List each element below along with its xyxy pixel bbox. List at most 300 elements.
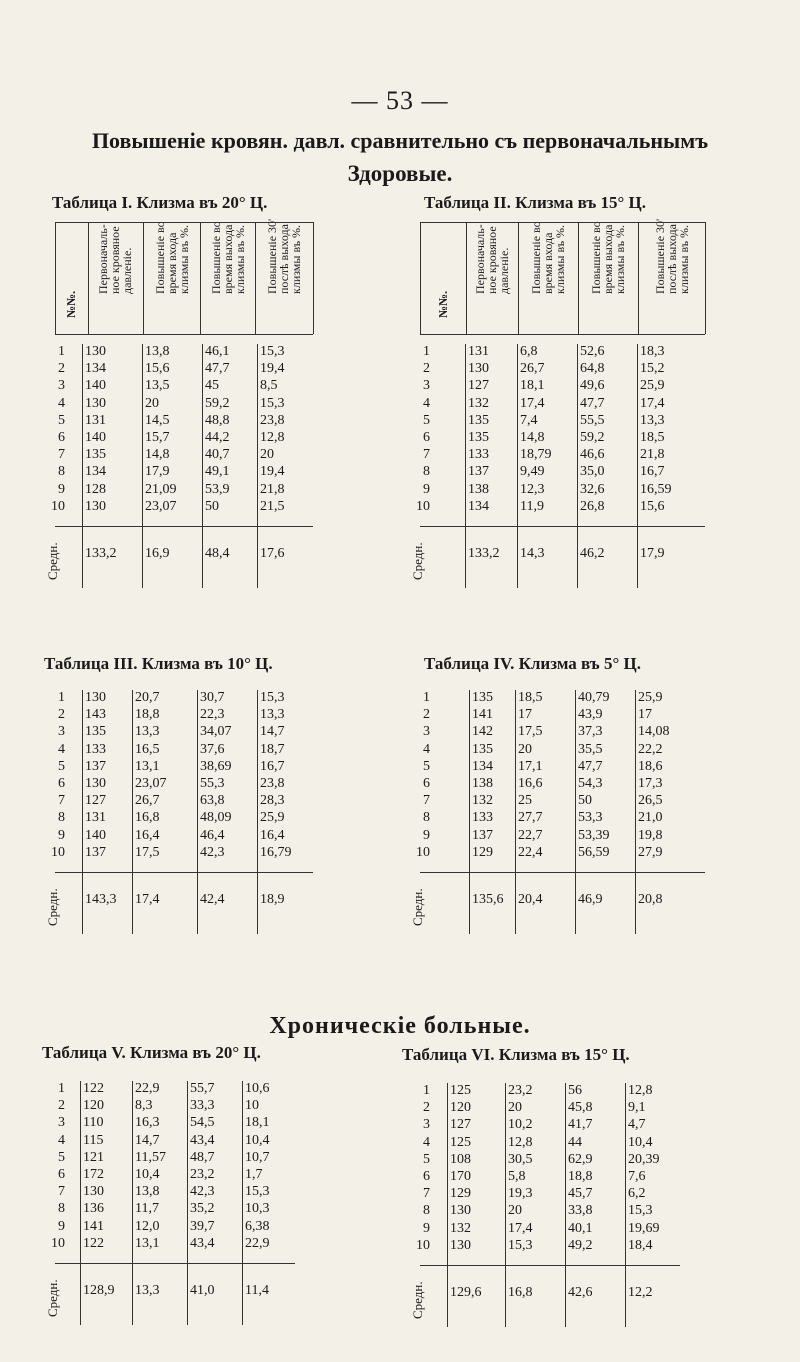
table-2-title: Таблица II. Клизма въ 15° Ц. (424, 193, 647, 212)
average-value: 41,0 (190, 1283, 215, 1298)
value-cell: 133 (468, 447, 489, 463)
row-number: 9 (423, 827, 430, 843)
header-cell-c3 (578, 222, 639, 334)
table-row (55, 1150, 355, 1167)
header-line: давленіе. (120, 247, 134, 294)
value-cell: 15,3 (260, 395, 285, 411)
row-number: 5 (58, 758, 65, 774)
average-label: Средн. (410, 888, 425, 926)
value-cell: 13,8 (145, 344, 170, 359)
value-cell: 17,4 (640, 395, 665, 411)
value-cell: 15,3 (245, 1184, 270, 1200)
value-cell: 134 (472, 758, 493, 774)
value-cell: 45 (205, 378, 219, 394)
value-cell: 18,8 (568, 1169, 593, 1184)
row-number: 1 (423, 344, 430, 359)
value-cell: 59,2 (580, 430, 605, 445)
page-number: — 53 — (351, 86, 449, 115)
value-cell: 13,1 (135, 1235, 160, 1251)
table-row (51, 498, 355, 516)
row-number: 8 (58, 464, 65, 480)
value-cell: 143 (85, 707, 106, 723)
row-number: 1 (58, 690, 65, 705)
value-cell: 18,7 (260, 741, 285, 757)
header-line: клизмы въ %. (676, 224, 691, 294)
value-cell: 130 (450, 1237, 471, 1253)
table-row (420, 776, 720, 793)
header-line: клизмы въ %. (553, 224, 567, 294)
value-cell: 172 (83, 1167, 104, 1182)
value-cell: 127 (85, 793, 106, 809)
value-cell: 12,8 (628, 1083, 653, 1098)
header-line: клизмы въ %. (176, 224, 191, 294)
value-cell: 25,9 (638, 690, 663, 705)
value-cell: 23,8 (260, 776, 285, 791)
value-cell: 40,1 (568, 1220, 593, 1236)
value-cell: 45,8 (568, 1100, 593, 1116)
row-number: 8 (58, 810, 65, 826)
row-number: 10 (51, 498, 65, 514)
average-value: 48,4 (205, 546, 230, 561)
header-line: Повышеніе во (529, 221, 543, 294)
average-value: 16,8 (508, 1285, 533, 1300)
table-row (420, 707, 720, 724)
table-row (420, 430, 720, 447)
row-number: 6 (58, 1167, 65, 1182)
value-cell: 18,8 (135, 707, 160, 723)
value-cell: 30,7 (200, 690, 225, 705)
average-top-line (420, 1265, 680, 1266)
table-row (420, 1186, 720, 1203)
table-row (55, 1081, 355, 1098)
average-value: 133,2 (85, 546, 117, 561)
value-cell: 23,07 (145, 498, 177, 514)
table-row (420, 464, 720, 481)
average-value: 11,4 (245, 1283, 269, 1298)
header-top-line (420, 222, 705, 223)
header-cell-c4 (638, 218, 706, 334)
value-cell: 22,4 (518, 844, 543, 860)
value-cell: 22,7 (518, 827, 543, 843)
value-cell: 10,4 (135, 1167, 160, 1182)
value-cell: 10,3 (245, 1201, 270, 1217)
value-cell: 130 (85, 344, 106, 359)
value-cell: 17 (518, 707, 532, 723)
value-cell: 132 (468, 395, 489, 411)
value-cell: 125 (450, 1134, 471, 1150)
value-cell: 16,6 (518, 776, 543, 791)
row-number: 8 (423, 810, 430, 826)
value-cell: 122 (83, 1235, 104, 1251)
value-cell: 53,9 (205, 481, 230, 497)
value-cell: 15,7 (145, 430, 170, 445)
value-cell: 16,8 (135, 810, 160, 826)
table-row (51, 1235, 355, 1253)
value-cell: 22,9 (135, 1081, 160, 1096)
header-line: Первоначаль- (96, 224, 110, 294)
value-cell: 16,7 (260, 758, 285, 774)
value-cell: 13,3 (640, 412, 665, 428)
table-row (420, 447, 720, 464)
value-cell: 141 (83, 1218, 104, 1234)
header-line: Первоначаль- (472, 224, 487, 294)
value-cell: 14,7 (260, 724, 285, 740)
average-top-line (55, 1263, 295, 1264)
value-cell: 17,9 (145, 464, 170, 480)
value-cell: 33,3 (190, 1098, 215, 1114)
row-number: 7 (58, 793, 65, 809)
value-cell: 16,4 (135, 827, 160, 843)
value-cell: 20 (518, 741, 532, 757)
value-cell: 17,4 (508, 1220, 533, 1236)
value-cell: 15,6 (145, 361, 170, 377)
value-cell: 25 (518, 793, 532, 809)
value-cell: 11,7 (135, 1201, 159, 1217)
row-number: 4 (58, 741, 65, 757)
value-cell: 12,3 (520, 481, 545, 497)
row-number: 4 (58, 1132, 65, 1148)
value-cell: 1,7 (245, 1167, 263, 1182)
value-cell: 26,8 (580, 498, 605, 514)
value-cell: 16,4 (260, 827, 285, 843)
value-cell: 140 (85, 378, 106, 394)
value-cell: 138 (472, 776, 493, 791)
value-cell: 32,6 (580, 481, 605, 497)
average-label: Средн. (45, 542, 60, 580)
table-row (55, 464, 355, 481)
value-cell: 13,1 (135, 758, 160, 774)
header-text-num: №№. (64, 290, 78, 318)
table-row (420, 344, 720, 361)
value-cell: 13,3 (260, 707, 285, 723)
value-cell: 17,5 (518, 724, 543, 740)
value-cell: 130 (83, 1184, 104, 1200)
row-number: 8 (423, 1203, 430, 1219)
average-value: 46,2 (580, 546, 605, 561)
header-bottom-line (55, 334, 313, 335)
table-row (420, 724, 720, 741)
row-number: 9 (58, 481, 65, 497)
value-cell: 38,69 (200, 758, 232, 774)
header-cell-num (420, 222, 467, 334)
value-cell: 49,1 (205, 464, 230, 480)
value-cell: 14,7 (135, 1132, 160, 1148)
value-cell: 47,7 (578, 758, 603, 774)
header-line: ное кровяное (484, 226, 499, 294)
table-row (420, 810, 720, 827)
value-cell: 18,1 (245, 1115, 270, 1131)
value-cell: 16,79 (260, 844, 292, 860)
average-value: 14,3 (520, 546, 545, 561)
value-cell: 142 (472, 724, 493, 740)
row-number: 3 (423, 724, 430, 740)
table-4-title: Таблица IV. Клизма въ 5° Ц. (424, 654, 641, 673)
row-number: 1 (423, 690, 430, 705)
healthy-subtitle: Здоровые. (347, 161, 453, 186)
value-cell: 62,9 (568, 1151, 593, 1167)
table-row (420, 482, 720, 499)
value-cell: 10,4 (245, 1132, 270, 1148)
header-text-c2 (154, 221, 190, 294)
header-line: Повышеніе во (152, 221, 167, 294)
value-cell: 59,2 (205, 395, 230, 411)
value-cell: 18,5 (518, 690, 543, 705)
value-cell: 15,6 (640, 498, 665, 514)
value-cell: 23,8 (260, 412, 285, 428)
header-cell-c2 (518, 222, 579, 334)
value-cell: 35,2 (190, 1201, 215, 1217)
table-row (55, 810, 355, 827)
value-cell: 133 (472, 810, 493, 826)
value-cell: 13,5 (145, 378, 170, 394)
value-cell: 134 (468, 498, 489, 514)
value-cell: 135 (472, 741, 493, 757)
average-value: 135,6 (472, 892, 504, 907)
value-cell: 30,5 (508, 1151, 533, 1167)
value-cell: 27,9 (638, 844, 663, 860)
row-number: 4 (423, 395, 430, 411)
row-number: 5 (423, 1151, 430, 1167)
value-cell: 8,3 (135, 1098, 153, 1114)
table-row (420, 759, 720, 776)
row-number: 6 (423, 430, 430, 445)
average-top-line (55, 526, 313, 527)
average-value: 16,9 (145, 546, 170, 561)
header-line: время входа (541, 232, 555, 294)
value-cell: 46,4 (200, 827, 225, 843)
value-cell: 135 (468, 430, 489, 445)
value-cell: 47,7 (205, 361, 230, 377)
row-number: 9 (423, 481, 430, 497)
table-row (55, 1184, 355, 1201)
average-value: 42,4 (200, 892, 225, 907)
value-cell: 43,4 (190, 1235, 215, 1251)
table-row (420, 413, 720, 430)
header-text-c3 (590, 221, 626, 294)
table-row (55, 1219, 355, 1236)
value-cell: 19,8 (638, 827, 663, 843)
value-cell: 6,38 (245, 1218, 270, 1234)
header-line: послѣ выхода (664, 224, 679, 294)
row-number: 1 (58, 344, 65, 359)
table-row (55, 482, 355, 499)
value-cell: 28,3 (260, 793, 285, 809)
table-row (55, 742, 355, 759)
average-value: 13,3 (135, 1283, 160, 1298)
header-cell-c3 (200, 222, 256, 334)
value-cell: 48,7 (190, 1149, 215, 1165)
row-number: 6 (423, 776, 430, 791)
row-number: 5 (58, 412, 65, 428)
value-cell: 52,6 (580, 344, 605, 359)
value-cell: 134 (85, 361, 106, 377)
value-cell: 53,39 (578, 827, 610, 843)
value-cell: 138 (468, 481, 489, 497)
value-cell: 141 (472, 707, 493, 723)
value-cell: 22,3 (200, 707, 225, 723)
table-row (55, 793, 355, 810)
value-cell: 18,6 (638, 758, 663, 774)
average-value: 17,9 (640, 546, 665, 561)
row-number: 4 (423, 741, 430, 757)
table-row (420, 742, 720, 759)
value-cell: 15,2 (640, 361, 665, 377)
row-number: 10 (416, 498, 430, 514)
row-number: 2 (58, 1098, 65, 1114)
value-cell: 26,5 (638, 793, 663, 809)
value-cell: 12,0 (135, 1218, 160, 1234)
average-value: 17,6 (260, 546, 285, 561)
row-number: 9 (58, 827, 65, 843)
value-cell: 15,3 (260, 344, 285, 359)
value-cell: 34,07 (200, 724, 232, 740)
row-number: 5 (423, 758, 430, 774)
table-row (420, 396, 720, 413)
value-cell: 16,3 (135, 1115, 160, 1131)
header-text-c1 (474, 224, 510, 294)
average-value: 20,4 (518, 892, 543, 907)
table-row (420, 1221, 720, 1238)
value-cell: 18,3 (640, 344, 665, 359)
table-row (420, 690, 720, 707)
value-cell: 14,8 (145, 447, 170, 463)
header-line: время входа (164, 232, 179, 294)
table-row (55, 413, 355, 430)
value-cell: 25,9 (640, 378, 665, 394)
value-cell: 137 (85, 844, 106, 860)
average-label: Средн. (45, 1279, 60, 1317)
value-cell: 18,4 (628, 1237, 653, 1253)
row-number: 9 (423, 1220, 430, 1236)
value-cell: 42,3 (190, 1184, 215, 1200)
header-line: клизмы въ %. (613, 224, 627, 294)
value-cell: 10,4 (628, 1134, 653, 1150)
value-cell: 12,8 (508, 1134, 533, 1150)
value-cell: 17,1 (518, 758, 543, 774)
average-value: 17,4 (135, 892, 160, 907)
row-number: 3 (423, 378, 430, 394)
table-row (51, 844, 355, 862)
value-cell: 55,7 (190, 1081, 215, 1096)
value-cell: 35,5 (578, 741, 603, 757)
header-text-c2 (530, 221, 566, 294)
value-cell: 170 (450, 1169, 471, 1184)
value-cell: 19,4 (260, 464, 285, 480)
value-cell: 23,07 (135, 776, 167, 791)
average-label: Средн. (410, 1281, 425, 1319)
value-cell: 110 (83, 1115, 104, 1131)
value-cell: 131 (468, 344, 489, 359)
row-number: 10 (51, 1235, 65, 1251)
value-cell: 42,3 (200, 844, 225, 860)
value-cell: 56 (568, 1083, 582, 1098)
value-cell: 56,59 (578, 844, 610, 860)
average-value: 12,2 (628, 1285, 653, 1300)
table-row (55, 344, 355, 361)
table-row (416, 498, 720, 516)
value-cell: 64,8 (580, 361, 605, 377)
header-cell-c4 (255, 218, 314, 334)
value-cell: 136 (83, 1201, 104, 1217)
chronic-section-title: Хроническіе больные. (269, 1013, 531, 1039)
value-cell: 17,4 (520, 395, 545, 411)
value-cell: 46,1 (205, 344, 230, 359)
value-cell: 132 (472, 793, 493, 809)
value-cell: 127 (468, 378, 489, 394)
value-cell: 40,7 (205, 447, 230, 463)
value-cell: 53,3 (578, 810, 603, 826)
value-cell: 131 (85, 810, 106, 826)
average-top-line (420, 872, 705, 873)
value-cell: 16,5 (135, 741, 160, 757)
value-cell: 11,57 (135, 1149, 166, 1165)
row-number: 3 (58, 378, 65, 394)
header-bottom-line (420, 334, 705, 335)
row-number: 7 (423, 1186, 430, 1202)
row-number: 8 (423, 464, 430, 480)
average-top-line (420, 526, 705, 527)
average-value: 46,9 (578, 892, 603, 907)
value-cell: 134 (85, 464, 106, 480)
value-cell: 130 (85, 498, 106, 514)
table-6-title: Таблица VI. Клизма въ 15° Ц. (402, 1045, 630, 1064)
value-cell: 21,5 (260, 498, 285, 514)
table-row (420, 828, 720, 845)
value-cell: 127 (450, 1117, 471, 1133)
value-cell: 9,1 (628, 1100, 646, 1116)
value-cell: 14,5 (145, 412, 170, 428)
table-row (420, 1100, 720, 1117)
value-cell: 10,2 (508, 1117, 533, 1133)
value-cell: 41,7 (568, 1117, 593, 1133)
value-cell: 54,3 (578, 776, 603, 791)
value-cell: 63,8 (200, 793, 225, 809)
table-row (55, 447, 355, 464)
row-number: 2 (58, 707, 65, 723)
value-cell: 16,7 (640, 464, 665, 480)
average-value: 18,9 (260, 892, 285, 907)
row-number: 2 (423, 361, 430, 377)
value-cell: 25,9 (260, 810, 285, 826)
value-cell: 20,39 (628, 1151, 660, 1167)
row-number: 4 (423, 1134, 430, 1150)
value-cell: 39,7 (190, 1218, 215, 1234)
value-cell: 13,8 (135, 1184, 160, 1200)
value-cell: 129 (472, 844, 493, 860)
value-cell: 11,9 (520, 498, 544, 514)
value-cell: 21,0 (638, 810, 663, 826)
table-row (55, 430, 355, 447)
value-cell: 6,8 (520, 344, 538, 359)
value-cell: 132 (450, 1220, 471, 1236)
value-cell: 50 (205, 498, 219, 514)
value-cell: 15,3 (260, 690, 285, 705)
value-cell: 35,0 (580, 464, 605, 480)
value-cell: 115 (83, 1132, 104, 1148)
header-line: послѣ выхода (277, 224, 291, 294)
row-number: 7 (58, 1184, 65, 1200)
average-value: 129,6 (450, 1285, 482, 1300)
value-cell: 37,6 (200, 741, 225, 757)
value-cell: 26,7 (135, 793, 160, 809)
table-row (55, 759, 355, 776)
value-cell: 55,3 (200, 776, 225, 791)
value-cell: 23,2 (508, 1083, 533, 1098)
value-cell: 19,3 (508, 1186, 533, 1202)
value-cell: 15,3 (508, 1237, 533, 1253)
average-value: 128,9 (83, 1283, 115, 1298)
header-line: Повышеніе во (589, 221, 603, 294)
